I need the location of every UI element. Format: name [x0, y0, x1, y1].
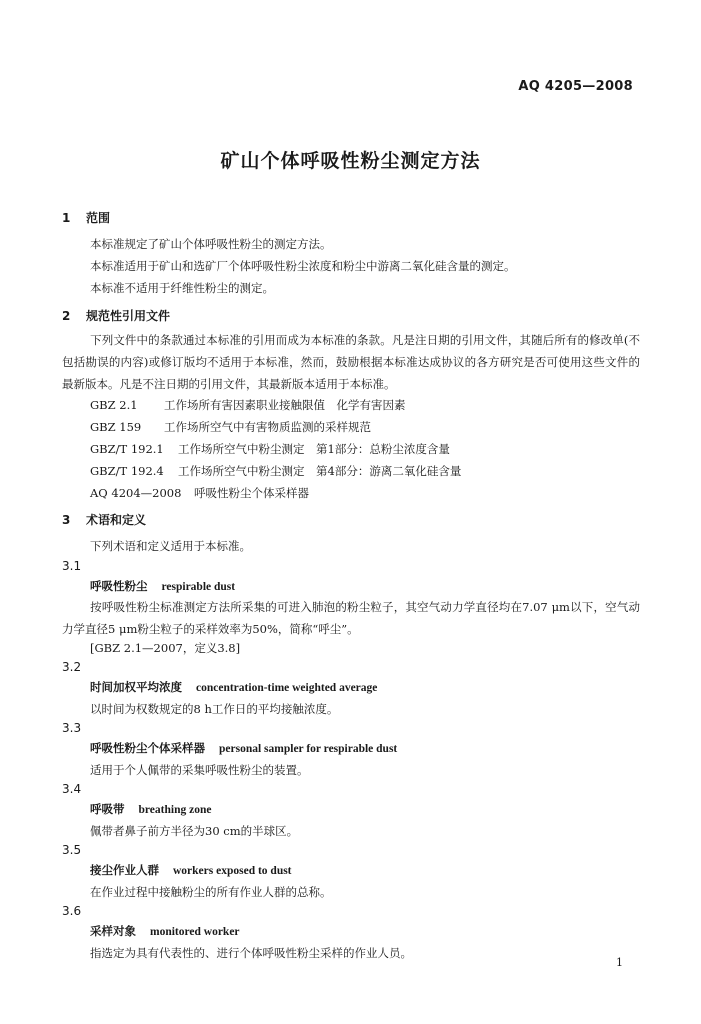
- section-3-intro: 下列术语和定义适用于本标准。: [90, 539, 251, 553]
- section-number: 1: [62, 211, 71, 225]
- reference-code: GBZ/T 192.4: [90, 464, 164, 478]
- section-1-line: 本标准不适用于纤维性粉尘的测定。: [90, 281, 274, 295]
- term-heading: [90, 862, 292, 878]
- term-zh: 接尘作业人群: [90, 863, 159, 877]
- reference-item: [90, 463, 461, 479]
- reference-title: 工作场所空气中粉尘测定 第4部分：游离二氧化硅含量: [178, 464, 462, 478]
- section-1-line: 本标准适用于矿山和选矿厂个体呼吸性粉尘浓度和粉尘中游离二氧化硅含量的测定。: [90, 259, 516, 273]
- reference-code: GBZ 159: [90, 420, 142, 434]
- term-definition: [62, 596, 640, 640]
- reference-item: [90, 441, 450, 457]
- term-heading: [90, 801, 211, 817]
- section-title: 范围: [86, 211, 111, 225]
- term-en: concentration-time weighted average: [196, 682, 378, 694]
- definition-text: 按呼吸性粉尘标准测定方法所采集的可进入肺泡的粉尘粒子，其空气动力学直径均在7.07 μm以下，空气动力学直径5 μm粉尘粒子的采样效率为50%，简称“呼尘”。: [62, 600, 640, 636]
- section-number: 3: [62, 513, 71, 527]
- reference-title: 呼吸性粉尘个体采样器: [194, 486, 309, 500]
- term-en: personal sampler for respirable dust: [219, 743, 398, 755]
- reference-code: AQ 4204—2008: [90, 486, 182, 500]
- reference-title: 工作场所有害因素职业接触限值 化学有害因素: [164, 398, 406, 412]
- term-en: breathing zone: [138, 804, 212, 816]
- term-heading: [90, 679, 377, 695]
- term-definition: 佩带者鼻子前方半径为30 cm的半球区。: [90, 824, 299, 838]
- term-zh: 呼吸性粉尘: [90, 579, 148, 593]
- section-title: 规范性引用文件: [86, 309, 171, 323]
- clause-number: 3.1: [62, 559, 82, 573]
- term-en: workers exposed to dust: [173, 865, 292, 877]
- term-en: respirable dust: [161, 581, 236, 593]
- section-title: 术语和定义: [86, 513, 147, 527]
- section-1-line: 本标准规定了矿山个体呼吸性粉尘的测定方法。: [90, 237, 332, 251]
- term-zh: 采样对象: [90, 924, 136, 938]
- standard-code: AQ 4205—2008: [518, 79, 633, 94]
- reference-item: [90, 419, 371, 435]
- clause-number: 3.6: [62, 904, 82, 918]
- section-1-heading: [62, 209, 110, 226]
- section-number: 2: [62, 309, 71, 323]
- page-number: 1: [616, 956, 623, 969]
- term-definition: 指选定为具有代表性的、进行个体呼吸性粉尘采样的作业人员。: [90, 946, 412, 960]
- clause-number: 3.4: [62, 782, 82, 796]
- reference-item: [90, 397, 406, 413]
- reference-code: GBZ 2.1: [90, 398, 138, 412]
- term-heading: [90, 578, 235, 594]
- section-3-heading: [62, 511, 146, 528]
- section-2-heading: [62, 307, 170, 324]
- term-source: [GBZ 2.1—2007，定义3.8]: [90, 641, 241, 655]
- term-zh: 呼吸带: [90, 802, 125, 816]
- clause-number: 3.3: [62, 721, 82, 735]
- term-zh: 呼吸性粉尘个体采样器: [90, 741, 205, 755]
- term-definition: 在作业过程中接触粉尘的所有作业人群的总称。: [90, 885, 332, 899]
- term-en: monitored worker: [150, 926, 240, 938]
- intro-text: 下列文件中的条款通过本标准的引用而成为本标准的条款。凡是注日期的引用文件，其随后所有的修改单(不包括勘误的内容)或修订版均不适用于本标准，然而，鼓励根据本标准达成协议的各方研究是否可使用这些文件的最新版本。凡是不注日期的引用文件，其最新版本适用于本标准。: [62, 333, 640, 391]
- reference-item: [90, 485, 309, 501]
- reference-code: GBZ/T 192.1: [90, 442, 164, 456]
- clause-number: 3.5: [62, 843, 82, 857]
- reference-title: 工作场所空气中粉尘测定 第1部分：总粉尘浓度含量: [178, 442, 450, 456]
- reference-title: 工作场所空气中有害物质监测的采样规范: [164, 420, 371, 434]
- section-2-intro: [62, 329, 640, 395]
- term-definition: 适用于个人佩带的采集呼吸性粉尘的装置。: [90, 763, 309, 777]
- term-heading: [90, 923, 240, 939]
- term-zh: 时间加权平均浓度: [90, 680, 182, 694]
- document-title: 矿山个体呼吸性粉尘测定方法: [220, 150, 481, 172]
- term-definition: 以时间为权数规定的8 h工作日的平均接触浓度。: [90, 702, 339, 716]
- clause-number: 3.2: [62, 660, 82, 674]
- term-heading: [90, 740, 397, 756]
